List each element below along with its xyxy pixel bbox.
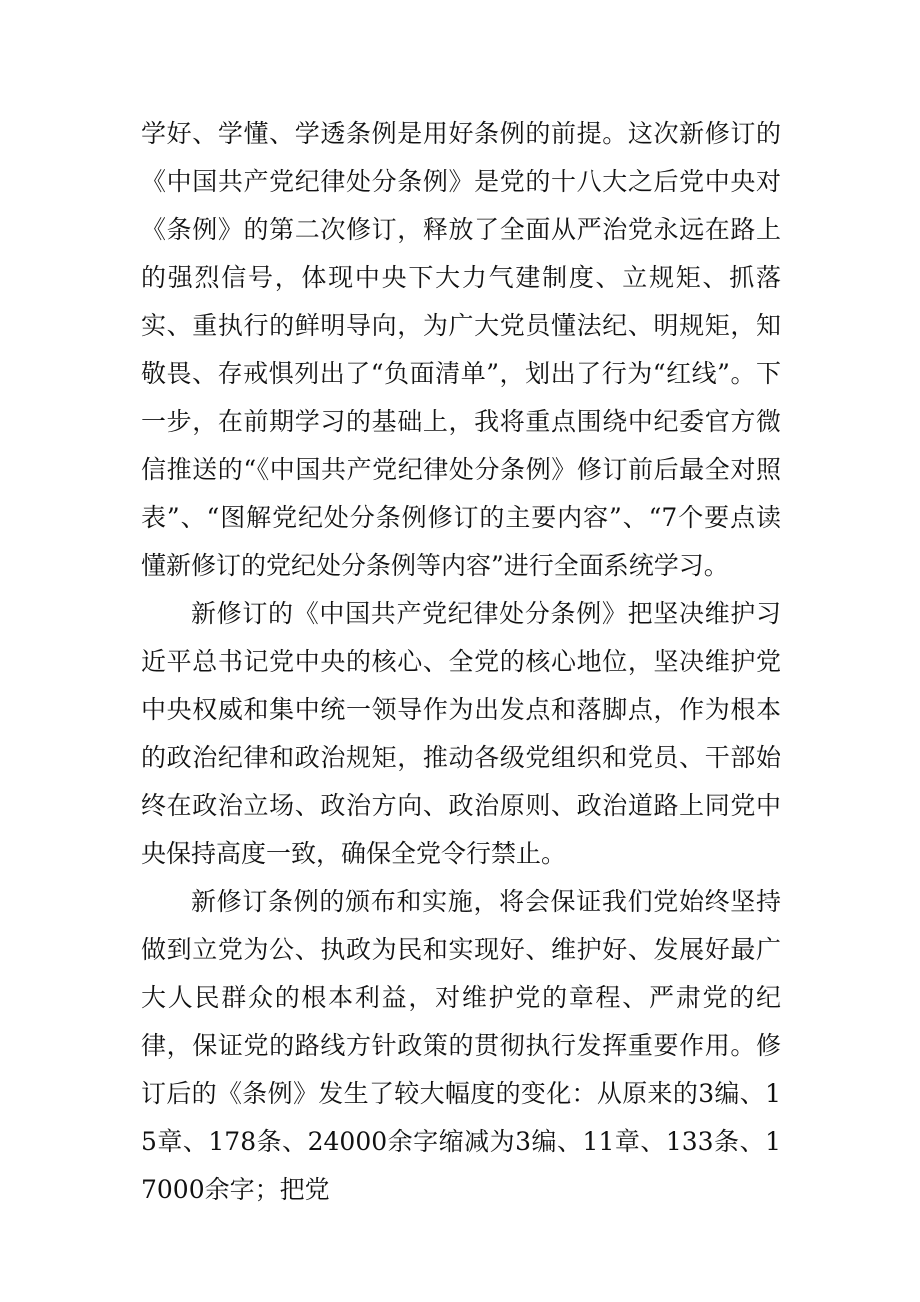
paragraph-1: 学好、学懂、学透条例是用好条例的前提。这次新修订的《中国共产党纪律处分条例》是党的十八大之后党中央对《条例》的第二次修订，释放了全面从严治党永远在路上的强烈信号，体现中央下大力气建制度、立规矩、抓落实、重执行的鲜明导向，为广大党员懂法纪、明规矩，知敬畏、存戒惧列出了“负面清单”，划出了行为“红线”。下一步，在前期学习的基础上，我将重点围绕中纪委官方微信推送的“《中国共产党纪律处分条例》修订前后最全对照表”、“图解党纪处分条例修订的主要内容”、“7个要点读懂新修订的党纪处分条例等内容”进行全面系统学习。 [141,119,781,580]
document-body [141,110,781,1214]
paragraph-3: 新修订条例的颁布和实施，将会保证我们党始终坚持做到立党为公、执政为民和实现好、维护好、发展好最广大人民群众的根本利益，对维护党的章程、严肃党的纪律，保证党的路线方针政策的贯彻执行发挥重要作用。修订后的《条例》发生了较大幅度的变化：从原来的3编、15章、178条、24000余字缩减为3编、11章、133条、17000余字；把党 [141,887,781,1204]
paragraph-2: 新修订的《中国共产党纪律处分条例》把坚决维护习近平总书记党中央的核心、全党的核心地位，坚决维护党中央权威和集中统一领导作为出发点和落脚点，作为根本的政治纪律和政治规矩，推动各级党组织和党员、干部始终在政治立场、政治方向、政治原则、政治道路上同党中央保持高度一致，确保全党令行禁止。 [141,599,781,868]
